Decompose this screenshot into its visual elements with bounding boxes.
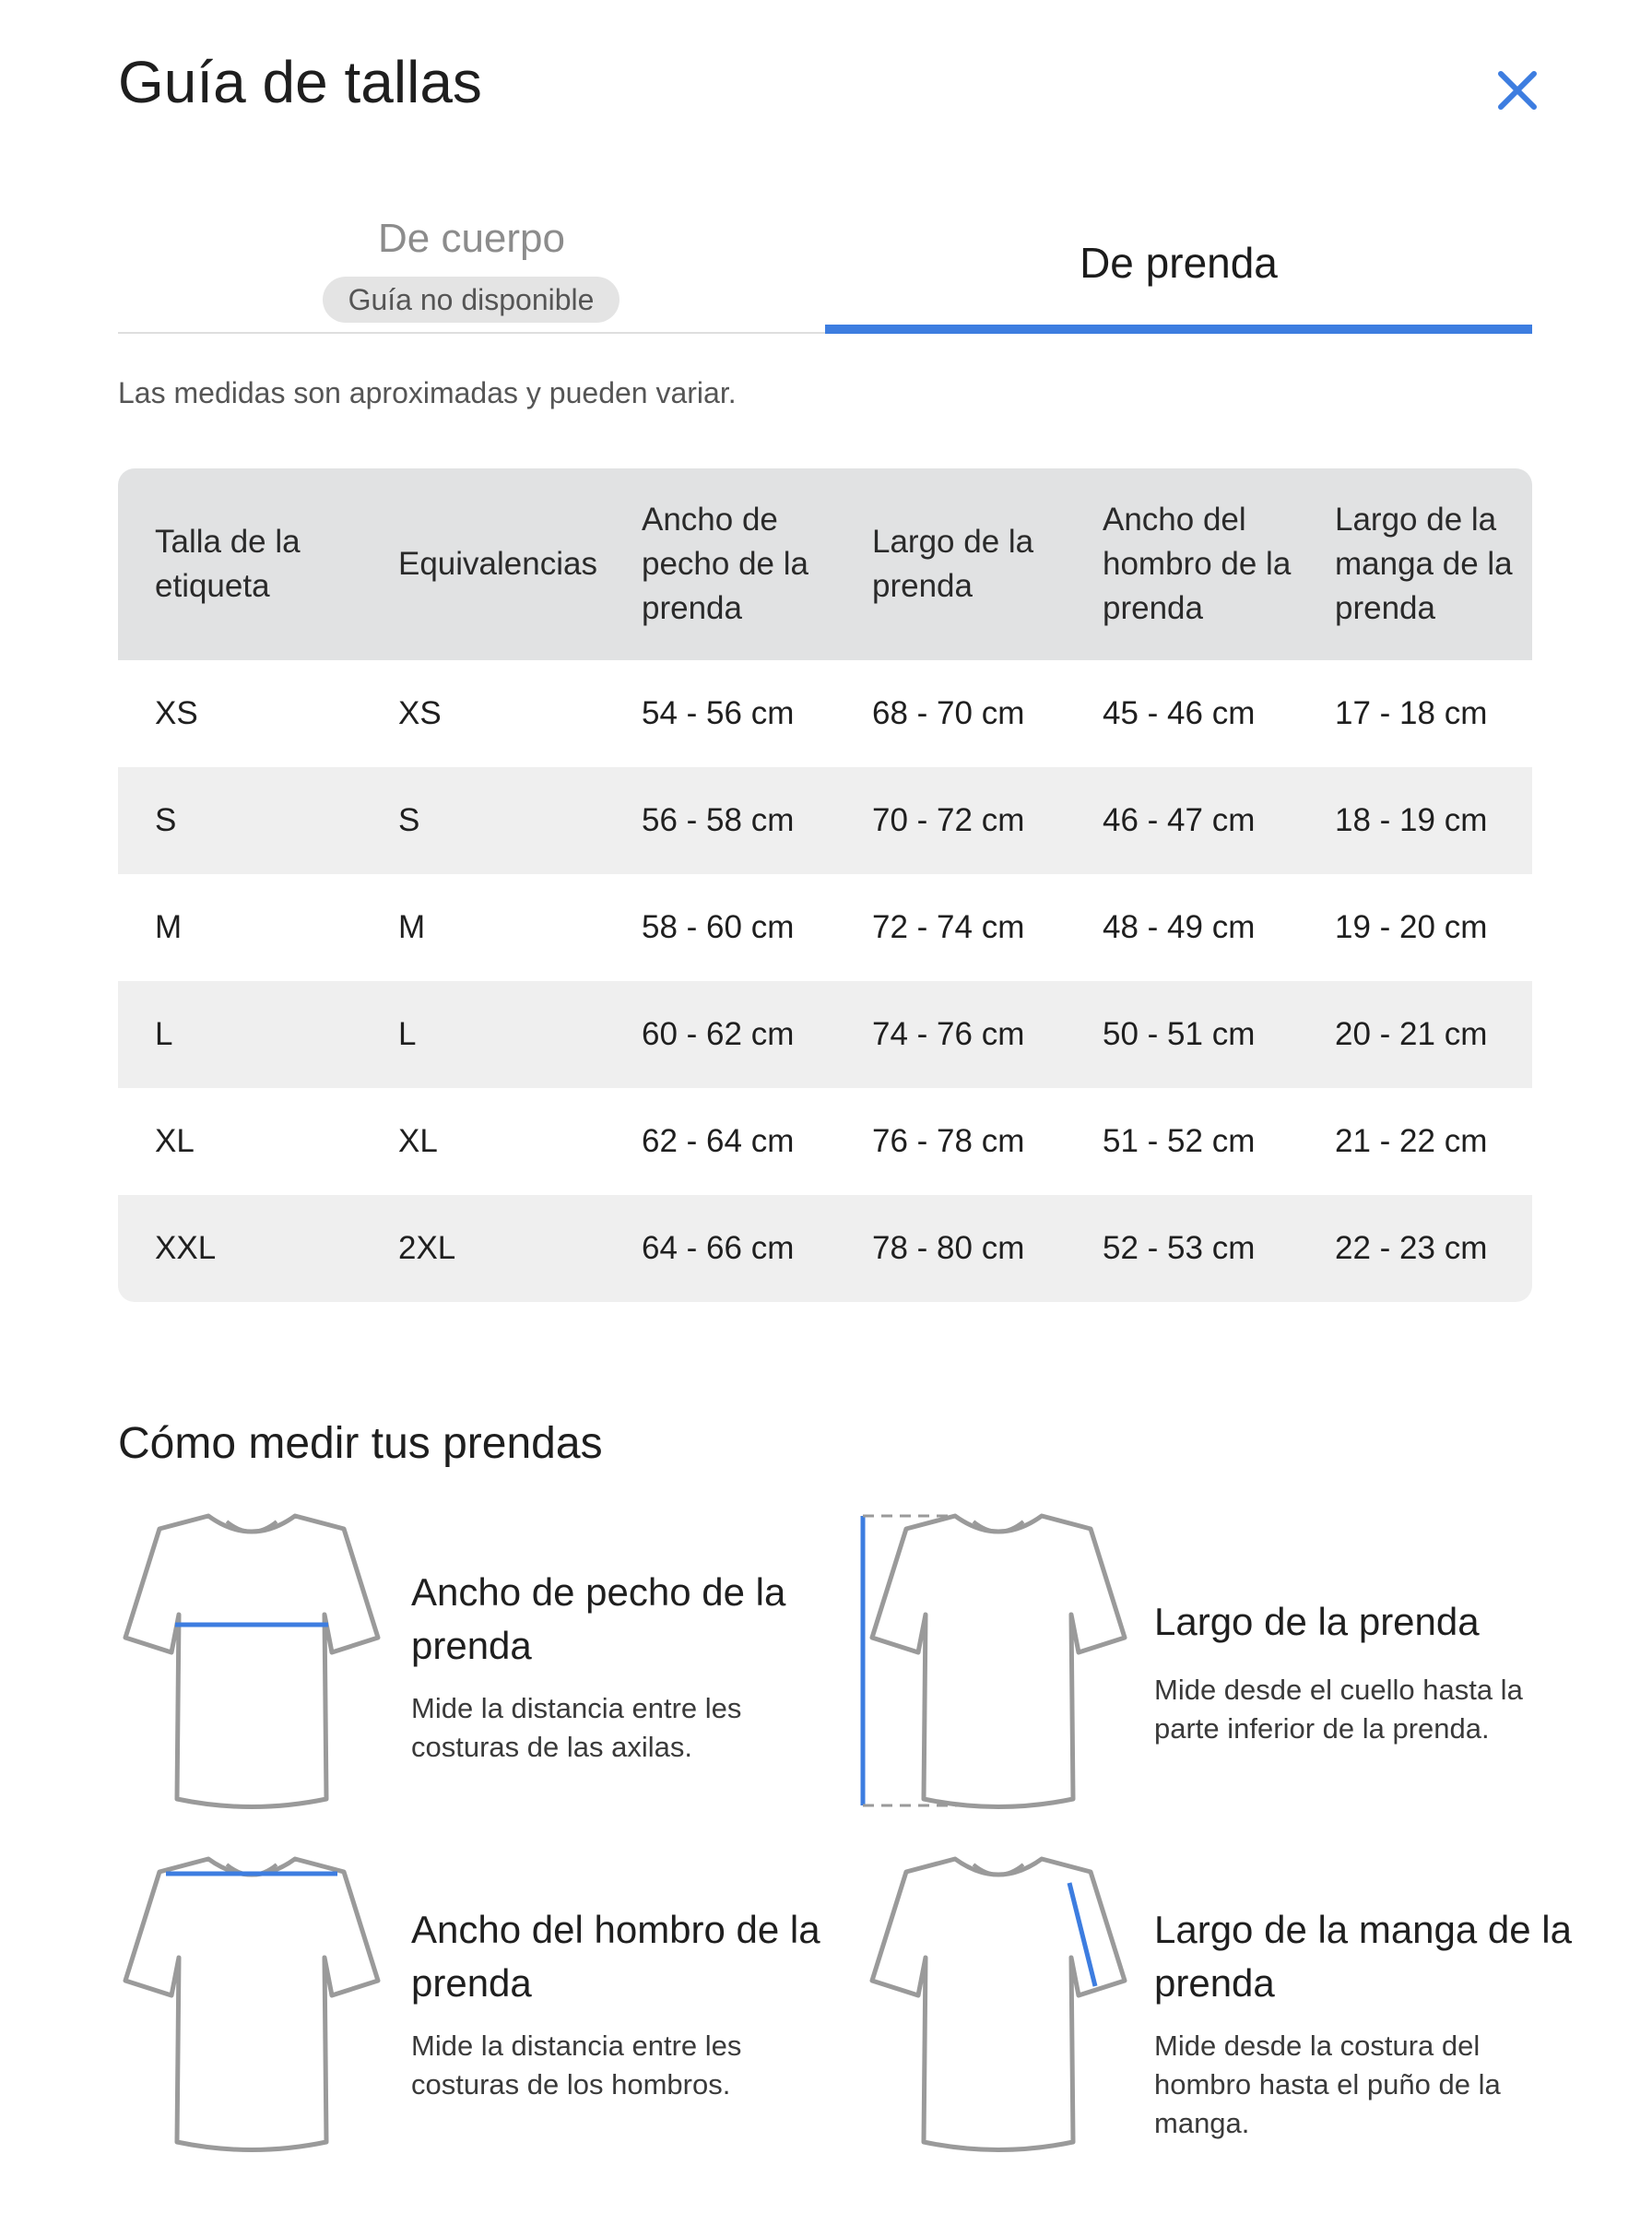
table-header-row [118, 468, 1532, 660]
table-cell: XL [398, 1123, 438, 1159]
table-cell: S [398, 802, 420, 838]
table-cell: 19 - 20 cm [1335, 909, 1488, 945]
table-cell: 20 - 21 cm [1335, 1016, 1488, 1052]
table-cell: 60 - 62 cm [642, 1016, 795, 1052]
table-cell: 48 - 49 cm [1103, 909, 1256, 945]
table-cell: 56 - 58 cm [642, 802, 795, 838]
table-cell: XS [398, 695, 442, 731]
table-cell: 21 - 22 cm [1335, 1123, 1488, 1159]
how-to-measure-title: Cómo medir tus prendas [118, 1419, 603, 1468]
column-header: Ancho del hombro de la prenda [1103, 502, 1292, 626]
guide-tabs [118, 210, 1532, 334]
tab-body-measurements[interactable] [118, 210, 825, 332]
column-header: Largo de la prenda [872, 524, 1034, 604]
tshirt-chest-icon [118, 1509, 385, 1813]
guide-description: Mide desde el cuello hasta la parte inferior de la prenda. [1154, 1674, 1523, 1745]
table-cell: L [398, 1016, 417, 1052]
table-cell: 76 - 78 cm [872, 1123, 1025, 1159]
table-cell: 58 - 60 cm [642, 909, 795, 945]
guide-description: Mide desde la costura del hombro hasta el puño de la manga. [1154, 2030, 1501, 2139]
table-cell: L [155, 1016, 173, 1052]
disclaimer-text: Las medidas son aproximadas y pueden variar. [118, 376, 737, 409]
tab-label: De prenda [1080, 239, 1278, 287]
table-row [118, 660, 1532, 767]
table-cell: 70 - 72 cm [872, 802, 1025, 838]
guide-title: Largo de la manga de la prenda [1154, 1908, 1572, 2005]
table-cell: 46 - 47 cm [1103, 802, 1256, 838]
table-cell: 18 - 19 cm [1335, 802, 1488, 838]
table-cell: XS [155, 695, 198, 731]
table-row [118, 981, 1532, 1088]
column-header: Equivalencias [398, 546, 597, 582]
active-tab-indicator [825, 325, 1532, 334]
table-cell: 72 - 74 cm [872, 909, 1025, 945]
table-cell: 62 - 64 cm [642, 1123, 795, 1159]
tshirt-length-icon [856, 1509, 1132, 1813]
column-header: Ancho de pecho de la prenda [642, 502, 808, 626]
table-cell: M [398, 909, 426, 945]
table-cell: 17 - 18 cm [1335, 695, 1488, 731]
close-button[interactable] [1488, 61, 1547, 120]
table-cell: 54 - 56 cm [642, 695, 795, 731]
table-cell: 2XL [398, 1230, 456, 1266]
size-table [118, 468, 1532, 1302]
column-header: Largo de la manga de la prenda [1335, 502, 1513, 626]
tshirt-shoulder-icon [118, 1852, 385, 2156]
close-icon [1488, 61, 1547, 120]
guide-description: Mide la distancia entre les costuras de las axilas. [411, 1692, 742, 1763]
dialog-title: Guía de tallas [118, 49, 482, 115]
table-cell: 52 - 53 cm [1103, 1230, 1256, 1266]
table-cell: S [155, 802, 177, 838]
unavailable-badge: Guía no disponible [323, 277, 620, 323]
table-row [118, 767, 1532, 874]
guide-description: Mide la distancia entre les costuras de los hombros. [411, 2030, 742, 2101]
table-cell: 22 - 23 cm [1335, 1230, 1488, 1266]
guide-title: Ancho de pecho de la prenda [411, 1570, 786, 1667]
column-header: Talla de la etiqueta [155, 524, 301, 604]
table-row [118, 1088, 1532, 1195]
table-cell: 51 - 52 cm [1103, 1123, 1256, 1159]
table-cell: M [155, 909, 183, 945]
table-cell: 45 - 46 cm [1103, 695, 1256, 731]
guide-title: Ancho del hombro de la prenda [411, 1908, 820, 2005]
table-row [118, 874, 1532, 981]
table-cell: 68 - 70 cm [872, 695, 1025, 731]
tshirt-sleeve-icon [856, 1852, 1132, 2156]
table-row [118, 1195, 1532, 1302]
table-cell: XXL [155, 1230, 217, 1266]
table-cell: 64 - 66 cm [642, 1230, 795, 1266]
guide-title: Largo de la prenda [1154, 1600, 1480, 1643]
table-cell: 74 - 76 cm [872, 1016, 1025, 1052]
table-cell: 50 - 51 cm [1103, 1016, 1256, 1052]
tab-garment-measurements[interactable] [825, 210, 1532, 332]
table-cell: XL [155, 1123, 195, 1159]
table-cell: 78 - 80 cm [872, 1230, 1025, 1266]
tab-label: De cuerpo [377, 216, 565, 261]
